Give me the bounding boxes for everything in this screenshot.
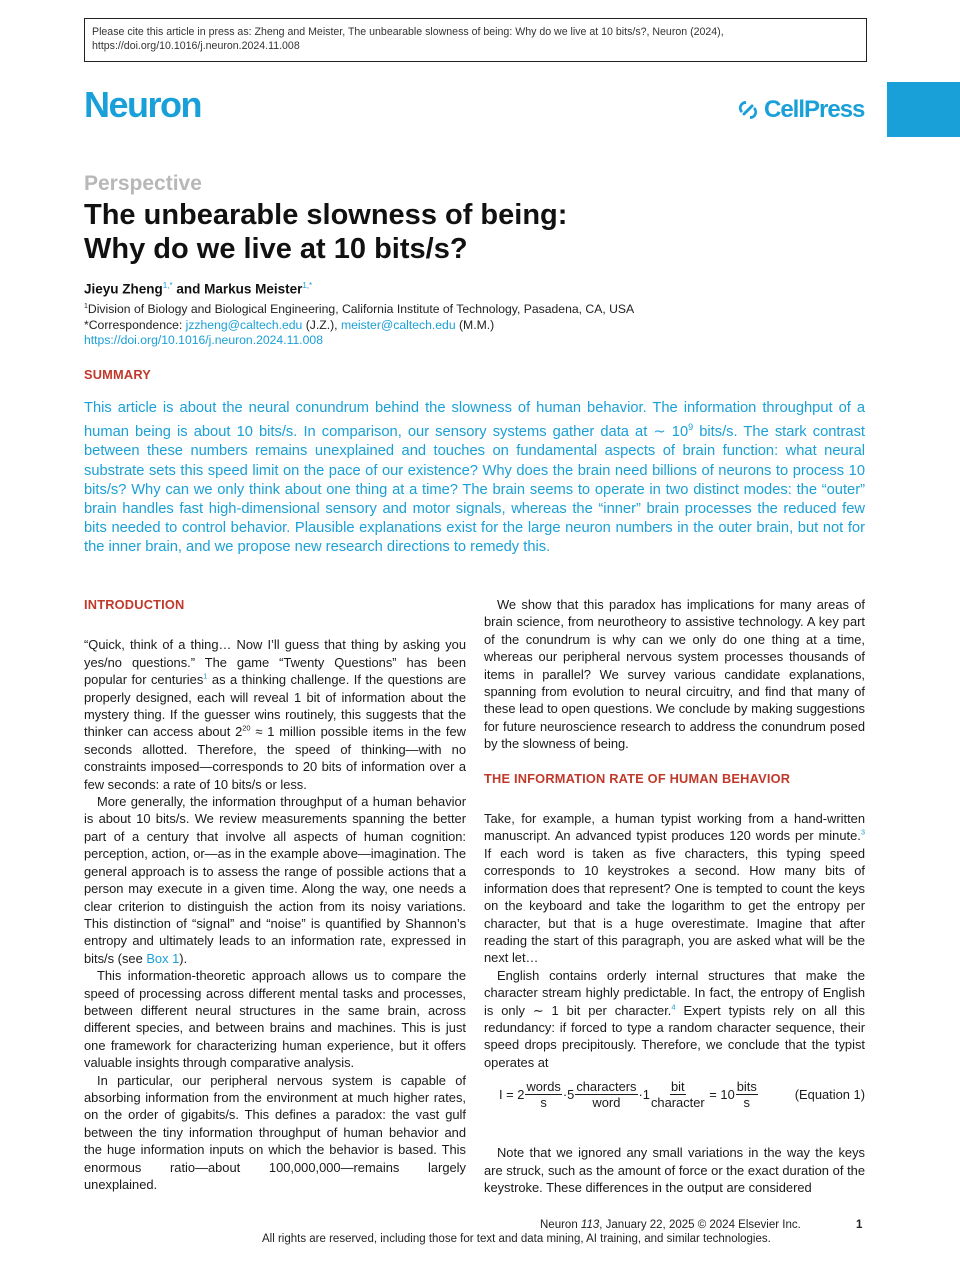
fraction: [525, 1079, 561, 1110]
affiliation: [84, 299, 634, 318]
email-owner: (M.M.): [455, 317, 495, 332]
cellpress-icon: [735, 97, 761, 123]
equation-expression: [499, 1079, 759, 1110]
text-run: ).: [179, 950, 188, 966]
right-column: [484, 596, 865, 1196]
author-conjunction: and: [172, 281, 205, 297]
denominator: word: [592, 1095, 621, 1111]
eq-term: = 10: [705, 1086, 735, 1102]
footer-citation: [540, 1219, 801, 1231]
paragraph: We show that this paradox has implications for many areas of brain science, from neurotheory to assistive technology. A key part of the conundrum is why can we only do one thing at a time, whereas our peripheral nervous system processes thousands of items in parallel? We survey various candidate explanations, spanning from evolution to neural circuitry, and find that many of these lead to open questions. We conclude by making suggestions for future neuroscience research to address the conundrum posed by the slowness of being.: [484, 597, 865, 752]
correspondence-label: *Correspondence:: [84, 317, 186, 332]
left-column: [84, 596, 466, 1193]
reference-link[interactable]: 3: [860, 828, 865, 838]
numerator: words: [526, 1079, 561, 1095]
footer-volume: 113: [580, 1219, 600, 1231]
exponent: 20: [242, 724, 251, 734]
text-run: Take, for example, a human typist working from a hand-written manuscript. An advanced typist produces 120 words per minute.: [484, 811, 865, 844]
summary-text: [84, 399, 865, 558]
denominator: character: [650, 1095, 705, 1111]
eq-term: ·1: [638, 1086, 650, 1102]
correspondence: [84, 318, 634, 334]
paragraph: [84, 793, 466, 967]
email-link[interactable]: meister@caltech.edu: [340, 317, 456, 332]
text-run: More generally, the information throughput of a human behavior is about 10 bits/s. We review measurements spanning the better part of a century that involve all aspects of human cognition: perception, action, or—as in the example above—imagination. The general approach is to assess the range of possible actions that a person may execute in a given time. Along the way, one needs a clear criterion to distinguish the action from its noisy variations. This distinction of “signal” and “noise” is quantified by Shannon’s entropy and ultimately leads to an information rate, expressed in bits/s (see: [84, 794, 466, 966]
text-run: “Quick, think of a thing… Now I’ll guess that thing by asking you yes/no questions.” The game “Twenty Questions” has been popular for centuries: [84, 637, 466, 688]
footer-rights: All rights are reserved, including those for text and data mining, AI training, and similar technologies.: [262, 1233, 771, 1245]
text-run: English contains orderly internal structures that make the character stream highly predictable. In fact, the entropy of English is only ∼ 1 bit per character.: [484, 967, 865, 1018]
text-run: as a thinking challenge. If the questions are properly designed, each will reveal 1 bit of information about the mystery thing. If the guesser wins routinely, this suggests that the thinker can access about 2: [84, 672, 467, 740]
affiliation-text: Division of Biology and Biological Engineering, California Institute of Technology, Pasadena, CA, USA: [87, 302, 635, 317]
summary-heading: SUMMARY: [84, 367, 152, 382]
fraction: [651, 1079, 705, 1110]
paragraph: This information-theoretic approach allows us to compare the speed of processing across different mental tasks and processes, between different neural structures in the same brain, across different species, and between brains and machines. This is just one framework for characterizing human experience, but it offers valuable insights through comparative analysis.: [84, 968, 466, 1071]
author-list: [84, 281, 312, 297]
text-run: Expert typists rely on all this redundancy: if forced to type a random character sequence, their speed drops precipitously. Therefore, we conclude that the typist operates at: [484, 1002, 865, 1070]
equation-label: (Equation 1): [794, 1086, 865, 1102]
email-link[interactable]: jzzheng@caltech.edu: [185, 317, 303, 332]
journal-logo: Neuron: [84, 84, 201, 125]
footer-journal: Neuron: [540, 1219, 581, 1231]
affiliation-mark: 1: [84, 303, 88, 310]
author-name: Jieyu Zheng: [84, 281, 163, 297]
fraction: [575, 1079, 637, 1110]
numerator: bits: [736, 1079, 757, 1095]
affiliation-block: [84, 299, 634, 349]
page-number: 1: [856, 1219, 863, 1231]
summary-part: This article is about the neural conundrum behind the slowness of human behavior. The information throughput of a human being is about 10 bits/s. In comparison, our sensory systems gather data at ∼ 10: [84, 400, 865, 441]
title-line-2: Why do we live at 10 bits/s?: [84, 233, 468, 265]
paragraph: [484, 810, 865, 967]
doi-link[interactable]: https://doi.org/10.1016/j.neuron.2024.11.008: [84, 333, 323, 348]
reference-link[interactable]: 1: [203, 671, 208, 681]
fraction: [736, 1079, 758, 1110]
paragraph: Note that we ignored any small variations in the way the keys are struck, such as the amount of force or the exact duration of the keystroke. These differences in the output are considered: [484, 1145, 865, 1195]
denominator: s: [540, 1095, 547, 1111]
eq-term: I = 2: [499, 1086, 525, 1102]
denominator: s: [743, 1095, 750, 1111]
text-run: If each word is taken as five characters, this typing speed corresponds to 10 keystrokes a second. How many bits of information does that represent? One is tempted to count the keys on the keyboard and take the logarithm to get the entropy per character, but that is a huge overestimate. Imagine that after reading the start of this paragraph, you are asked what will be the next let…: [484, 845, 865, 966]
numerator: characters: [576, 1079, 637, 1095]
summary-exponent: 9: [688, 422, 694, 433]
citation-notice: Please cite this article in press as: Zheng and Meister, The unbearable slowness of being: Why do we live at 10 bits/s?, Neuron (2024), https://doi.org/10.1016/j.neuron.2024.11.008: [84, 18, 867, 62]
article-title: [84, 198, 784, 266]
box-link[interactable]: Box 1: [146, 950, 180, 966]
author-name: Markus Meister: [204, 281, 303, 297]
publisher-name: CellPress: [764, 96, 865, 123]
summary-part: bits/s. The stark contrast between these numbers remains unexplained and touches on fundamental aspects of brain function: what neural substrate sets this speed limit on the pace of our existence? Why does the brain need billions of neurons to process 10 bits/s? Why can we only think about one thing at a time? The brain seems to operate in two distinct modes: the “outer” brain handles fast high-dimensional sensory and motor signals, whereas the “inner” brain processes the reduced few bits needed to control behavior. Plausible explanations exist for the large neuron numbers in the outer brain, but not for the inner brain, and we propose new research directions to remedy this.: [84, 424, 865, 556]
paragraph: [84, 636, 466, 793]
paragraph: [484, 967, 865, 1071]
eq-term: ·5: [562, 1086, 575, 1102]
paragraph: In particular, our peripheral nervous system is capable of absorbing information from the environment at much higher rates, on the order of gigabits/s. This defines a paradox: the vast gulf between the tiny information throughput of human behavior and the huge information inputs on which the behavior is based. This enormous ratio—about 100,000,000—remains largely unexplained.: [84, 1072, 466, 1192]
author-marks[interactable]: 1,*: [302, 281, 313, 290]
footer-date: , January 22, 2025 © 2024 Elsevier Inc.: [599, 1219, 801, 1231]
numerator: bit: [671, 1079, 685, 1095]
introduction-heading: INTRODUCTION: [84, 597, 185, 612]
text-run: ≈ 1 million possible items in the few seconds allotted. Therefore, the speed of thinking—with no constraints imposed—corresponds to 20 bits of information over a few seconds: a rate of 10 bits/s or less.: [84, 724, 466, 792]
article-type: Perspective: [84, 172, 202, 195]
publisher-logo: [735, 96, 864, 124]
author-marks[interactable]: 1,*: [162, 281, 173, 290]
email-owner: (J.Z.),: [302, 317, 341, 332]
section-heading: THE INFORMATION RATE OF HUMAN BEHAVIOR: [484, 770, 791, 786]
reference-link[interactable]: 4: [671, 1002, 676, 1012]
decorative-blue-tab: [887, 82, 960, 137]
equation-1: [499, 1079, 865, 1110]
title-line-1: The unbearable slowness of being:: [84, 199, 568, 231]
